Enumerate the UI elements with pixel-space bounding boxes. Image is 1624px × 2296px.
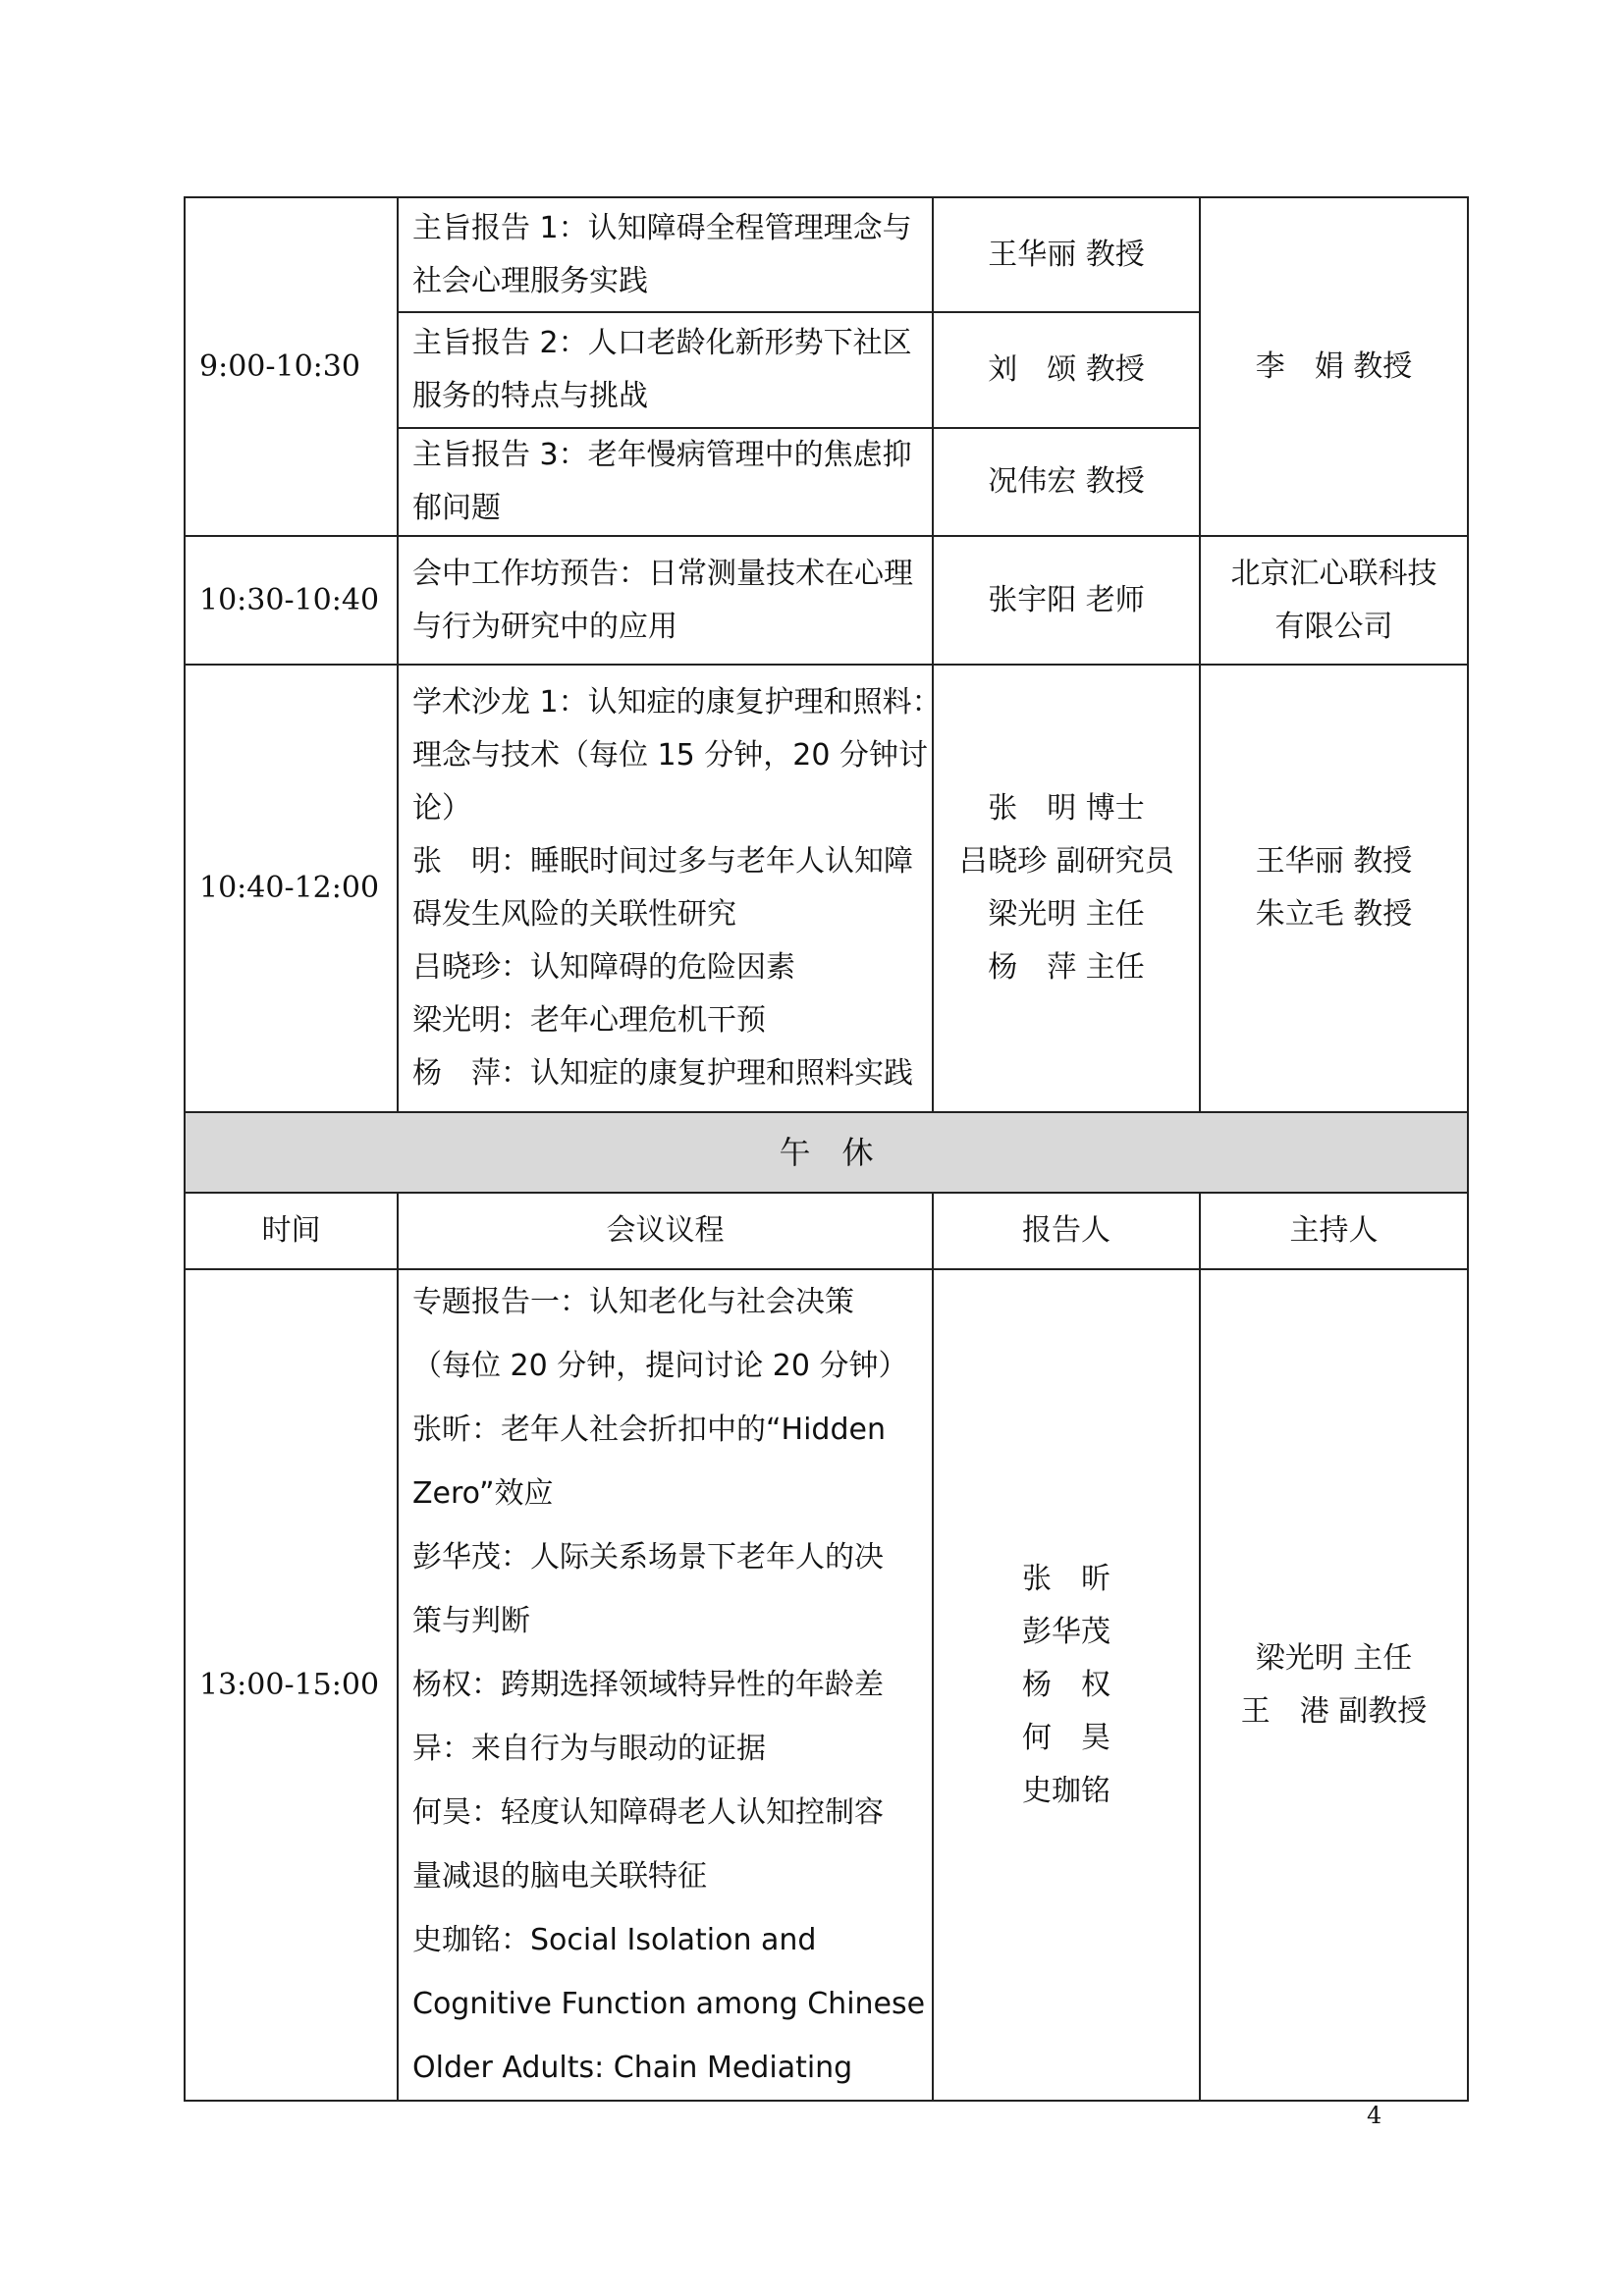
agenda-cell — [398, 665, 942, 1112]
agenda-line: 服务的特点与挑战 — [412, 379, 648, 413]
speaker-line: 吕晓珍 副研究员 — [958, 844, 1174, 879]
agenda-line: （每位 20 分钟，提问讨论 20 分钟） — [412, 1349, 908, 1383]
speaker-cell: 况伟宏 教授 — [933, 428, 1200, 536]
speaker-line: 张 昕 — [1022, 1561, 1110, 1596]
speaker-line: 杨 萍 主任 — [988, 950, 1145, 985]
host-cell: 李 娟 教授 — [1200, 197, 1468, 536]
host-cell — [1200, 1269, 1468, 2101]
agenda-line: 碍发生风险的关联性研究 — [412, 897, 736, 932]
header-agenda: 会议议程 — [398, 1193, 933, 1269]
agenda-line: 量减退的脑电关联特征 — [412, 1859, 707, 1894]
agenda-line: 理念与技术（每位 15 分钟，20 分钟讨 — [412, 738, 928, 773]
agenda-cell — [398, 536, 933, 665]
speaker-line: 史珈铭 — [1022, 1773, 1110, 1808]
time-cell: 9:00-10:30 — [185, 197, 398, 536]
agenda-table — [184, 196, 1469, 2102]
host-line: 朱立毛 教授 — [1255, 897, 1413, 932]
break-row: 午 休 — [185, 1112, 1468, 1193]
agenda-line: 杨权：跨期选择领域特异性的年龄差 — [412, 1668, 884, 1702]
agenda-line: 论） — [412, 791, 471, 826]
agenda-line: 吕晓珍：认知障碍的危险因素 — [412, 950, 795, 985]
host-line: 王华丽 教授 — [1255, 844, 1413, 879]
agenda-line: 与行为研究中的应用 — [412, 609, 677, 644]
agenda-line: 主旨报告 1：认知障碍全程管理理念与 — [412, 210, 912, 245]
page-number: 4 — [1367, 2102, 1382, 2129]
agenda-cell — [398, 197, 933, 312]
speaker-line: 彭华茂 — [1022, 1614, 1110, 1649]
agenda-line: 彭华茂：人际关系场景下老年人的决 — [412, 1540, 884, 1575]
agenda-cell — [398, 428, 933, 536]
speaker-cell: 张宇阳 老师 — [933, 536, 1200, 665]
speaker-cell — [933, 1269, 1200, 2101]
host-line: 梁光明 主任 — [1255, 1640, 1413, 1676]
agenda-line: 郁问题 — [412, 491, 501, 525]
agenda-line: 张昕：老年人社会折扣中的“Hidden — [412, 1413, 886, 1447]
agenda-line: 策与判断 — [412, 1604, 530, 1638]
speaker-cell: 刘 颂 教授 — [933, 312, 1200, 428]
time-cell: 10:30-10:40 — [185, 536, 398, 665]
agenda-line: Cognitive Function among Chinese — [412, 1987, 926, 2021]
header-host: 主持人 — [1200, 1193, 1468, 1269]
host-line: 王 港 副教授 — [1240, 1693, 1428, 1729]
agenda-cell — [398, 1269, 933, 2101]
agenda-line: Zero”效应 — [412, 1476, 554, 1511]
speaker-cell: 王华丽 教授 — [933, 197, 1200, 312]
agenda-cell — [398, 312, 933, 428]
speaker-line: 张 明 博士 — [988, 791, 1145, 826]
agenda-line: 专题报告一：认知老化与社会决策 — [412, 1285, 854, 1319]
host-cell — [1200, 536, 1468, 665]
agenda-line: Older Adults: Chain Mediating — [412, 2051, 853, 2085]
host-line: 北京汇心联科技 — [1230, 556, 1437, 591]
host-line: 有限公司 — [1274, 609, 1393, 644]
agenda-line: 梁光明：老年心理危机干预 — [412, 1003, 766, 1038]
agenda-line: 会中工作坊预告：日常测量技术在心理 — [412, 556, 913, 591]
speaker-line: 何 昊 — [1022, 1720, 1110, 1755]
agenda-line: 主旨报告 3：老年慢病管理中的焦虑抑 — [412, 438, 912, 472]
agenda-line: 异：来自行为与眼动的证据 — [412, 1732, 766, 1766]
agenda-line: 学术沙龙 1：认知症的康复护理和照料： — [412, 685, 942, 720]
header-speaker: 报告人 — [933, 1193, 1200, 1269]
speaker-cell — [933, 665, 1200, 1112]
agenda-line: 杨 萍：认知症的康复护理和照料实践 — [412, 1056, 913, 1091]
agenda-line: 何昊：轻度认知障碍老人认知控制容 — [412, 1795, 884, 1830]
agenda-line: 史珈铭：Social Isolation and — [412, 1923, 817, 1957]
header-time: 时间 — [185, 1193, 398, 1269]
agenda-line: 社会心理服务实践 — [412, 263, 648, 298]
speaker-line: 杨 权 — [1022, 1667, 1110, 1702]
time-cell: 10:40-12:00 — [185, 665, 398, 1112]
speaker-line: 梁光明 主任 — [988, 897, 1145, 932]
host-cell — [1200, 665, 1468, 1112]
time-cell: 13:00-15:00 — [185, 1269, 398, 2101]
agenda-line: 张 明：睡眠时间过多与老年人认知障 — [412, 844, 913, 879]
agenda-line: 主旨报告 2：人口老龄化新形势下社区 — [412, 326, 912, 360]
